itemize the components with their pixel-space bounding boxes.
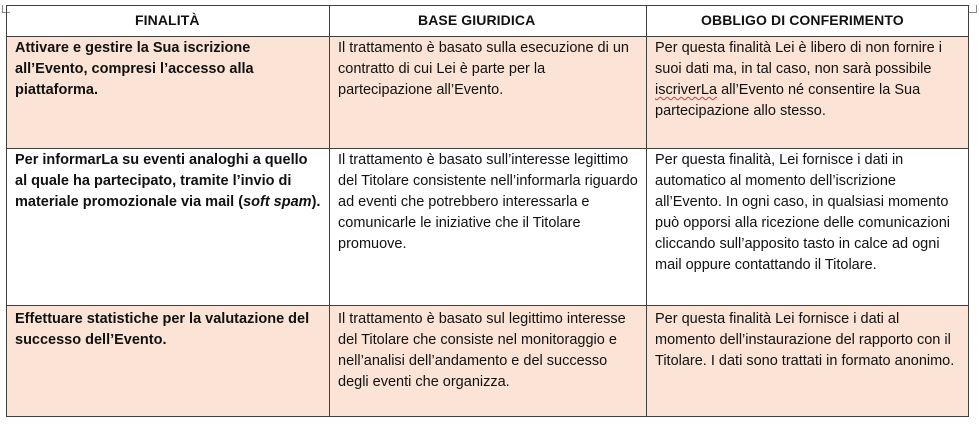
header-purpose: FINALITÀ — [7, 6, 330, 37]
purpose-italic-text: soft spam — [243, 194, 312, 210]
obligation-text: Per questa finalità Lei è libero di non fornire i suoi dati ma, in tal caso, non sarà possibile — [655, 40, 942, 77]
corner-crop-mark — [969, 5, 977, 13]
legal-basis-cell[interactable]: Il trattamento è basato sull’interesse legittimo del Titolare consistente nell’informarla riguardo ad eventi che potrebbero interessarla e comunicarle le iniziative che il Titolare promuove. — [330, 149, 647, 306]
purpose-text: ). — [311, 194, 321, 210]
table-header-row — [7, 6, 969, 37]
purpose-cell[interactable] — [7, 149, 330, 306]
obligation-cell[interactable]: Per questa finalità, Lei fornisce i dati in automatico al momento dell’iscrizione all’Evento. In ogni caso, in qualsiasi momento può opporsi alla ricezione delle comunicazioni cliccando sull’apposito tasto in calce ad ogni mail oppure contattando il Titolare. — [647, 149, 969, 306]
purpose-text: Per informarLa su eventi analoghi a quello al quale ha partecipato, tramite l’invio di materiale promozionale via mail ( — [15, 152, 308, 210]
legal-basis-cell[interactable]: Il trattamento è basato sul legittimo interesse del Titolare che consiste nel monitoraggio e nell’analisi dell’andamento e del successo degli eventi che organizza. — [330, 306, 647, 417]
obligation-cell[interactable]: Per questa finalità Lei fornisce i dati al momento dell’instaurazione del rapporto con il Titolare. I dati sono trattati in formato anonimo. — [647, 306, 969, 417]
privacy-purposes-table — [6, 5, 969, 417]
purpose-cell[interactable]: Attivare e gestire la Sua iscrizione all’Evento, compresi l’accesso alla piattaforma. — [7, 37, 330, 149]
purpose-cell[interactable]: Effettuare statistiche per la valutazione del successo dell’Evento. — [7, 306, 330, 417]
obligation-cell[interactable] — [647, 37, 969, 149]
obligation-text: all’Evento né consentire la Sua partecipazione allo stesso. — [655, 82, 921, 119]
table-row — [7, 149, 969, 306]
table-row — [7, 306, 969, 417]
header-obligation: OBBLIGO DI CONFERIMENTO — [647, 6, 969, 37]
table-row — [7, 37, 969, 149]
header-legal-basis: BASE GIURIDICA — [330, 6, 647, 37]
legal-basis-cell[interactable]: Il trattamento è basato sulla esecuzione di un contratto di cui Lei è parte per la partecipazione all’Evento. — [330, 37, 647, 149]
spellcheck-flagged-word[interactable]: iscriverLa — [655, 82, 718, 98]
